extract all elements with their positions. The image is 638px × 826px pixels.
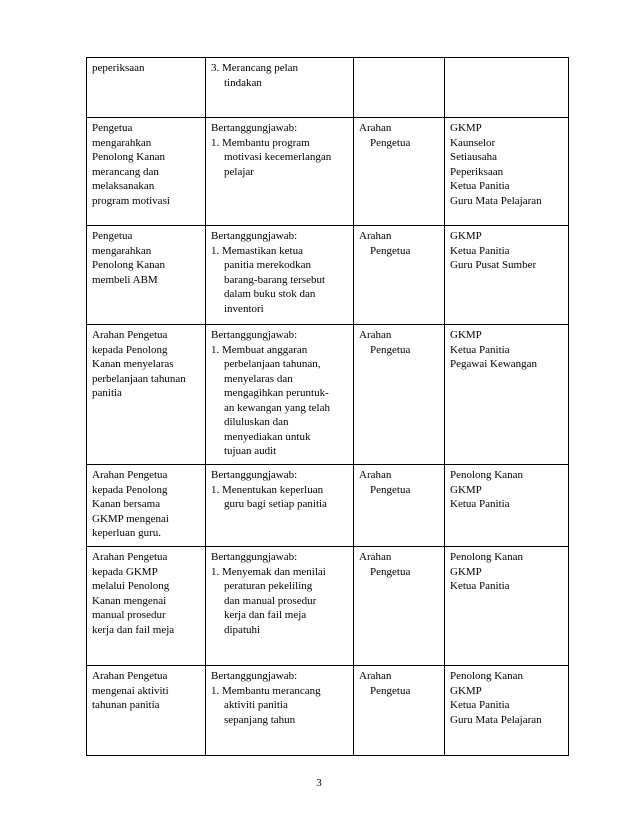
cell-line: panitia merekodkan — [224, 259, 312, 271]
cell-line: GKMP — [450, 230, 482, 242]
cell-line: Pengetua — [92, 122, 133, 134]
page-number: 3 — [316, 777, 322, 789]
action-cell — [87, 325, 206, 465]
personnel-cell — [445, 547, 569, 666]
cell-line: Arahan Pengetua — [92, 551, 168, 563]
cell-line: Pengetua — [370, 136, 411, 149]
responsibility-cell — [206, 547, 354, 666]
cell-line: inventori — [224, 302, 264, 315]
cell-line: mengenai aktiviti — [92, 684, 169, 697]
cell-line: dan manual prosedur — [224, 594, 317, 607]
personnel-cell — [445, 226, 569, 325]
authority-cell — [354, 547, 445, 666]
action-cell — [87, 118, 206, 226]
cell-line: keperluan guru. — [92, 527, 162, 539]
action-cell — [87, 547, 206, 666]
personnel-cell — [445, 465, 569, 547]
cell-line: Ketua Panitia — [450, 180, 510, 192]
authority-cell — [354, 58, 445, 118]
personnel-cell — [445, 666, 569, 756]
responsibility-cell — [206, 118, 354, 226]
authority-cell — [354, 325, 445, 465]
cell-line: GKMP — [450, 329, 482, 341]
cell-line: Ketua Panitia — [450, 244, 510, 257]
cell-line: pelajar — [224, 165, 254, 178]
cell-line: program motivasi — [92, 194, 170, 207]
cell-line: Arahan — [359, 122, 392, 134]
cell-line: Ketua Panitia — [450, 343, 510, 356]
action-cell — [87, 465, 206, 547]
cell-line: Kaunselor — [450, 136, 496, 149]
cell-line: membeli ABM — [92, 273, 158, 286]
cell-line: manual prosedur — [92, 609, 166, 621]
cell-line: Guru Mata Pelajaran — [450, 713, 542, 726]
cell-line: Arahan — [359, 230, 392, 242]
responsibility-table — [86, 57, 569, 756]
table-row — [87, 226, 569, 325]
cell-line: Bertanggungjawab: — [211, 230, 298, 242]
cell-line: Arahan — [359, 551, 392, 563]
cell-line: melalui Penolong — [92, 580, 170, 592]
cell-line: Kanan bersama — [92, 498, 161, 510]
cell-line: kerja dan fail meja — [92, 623, 175, 636]
cell-line: Pengetua — [370, 684, 411, 697]
cell-line: an kewangan yang telah — [224, 401, 330, 414]
cell-line: Guru Mata Pelajaran — [450, 194, 542, 207]
responsibility-cell — [206, 465, 354, 547]
personnel-cell — [445, 325, 569, 465]
table-row — [87, 118, 569, 226]
cell-line: Pengetua — [92, 230, 133, 242]
table-row — [87, 547, 569, 666]
cell-line: Bertanggungjawab: — [211, 329, 298, 341]
table-row — [87, 58, 569, 118]
cell-line: Arahan Pengetua — [92, 329, 168, 341]
authority-cell — [354, 666, 445, 756]
authority-cell — [354, 226, 445, 325]
table-row — [87, 325, 569, 465]
cell-line: tindakan — [224, 76, 262, 89]
cell-line: Setiausaha — [450, 151, 498, 163]
cell-line: Bertanggungjawab: — [211, 551, 298, 563]
action-cell — [87, 58, 206, 118]
cell-line: mengagihkan peruntuk- — [224, 387, 329, 399]
cell-line: merancang dan — [92, 165, 159, 178]
cell-line: Pengetua — [370, 483, 411, 496]
cell-line: kerja dan fail meja — [224, 609, 307, 621]
action-cell — [87, 666, 206, 756]
cell-line: Arahan Pengetua — [92, 469, 168, 481]
cell-line: Bertanggungjawab: — [211, 469, 298, 481]
cell-line: dipatuhi — [224, 623, 261, 636]
cell-line: tahunan panitia — [92, 699, 160, 711]
cell-line: Penolong Kanan — [450, 670, 524, 682]
cell-line: Kanan mengenai — [92, 594, 167, 607]
cell-line: panitia — [92, 387, 122, 399]
authority-cell — [354, 465, 445, 547]
cell-line: Pengetua — [370, 565, 411, 578]
cell-line: GKMP — [450, 483, 482, 496]
authority-cell — [354, 118, 445, 226]
cell-line: perbelanjaan tahunan, — [224, 358, 321, 370]
cell-line: sepanjang tahun — [224, 713, 296, 726]
cell-line: Pegawai Kewangan — [450, 358, 538, 370]
cell-line: motivasi kecemerlangan — [224, 151, 332, 163]
cell-line: mengarahkan — [92, 136, 152, 149]
cell-line: Ketua Panitia — [450, 580, 510, 592]
cell-line: barang-barang tersebut — [224, 273, 326, 286]
cell-line: Kanan menyelaras — [92, 358, 174, 370]
cell-line: melaksanakan — [92, 180, 155, 192]
cell-line: perbelanjaan tahunan — [92, 372, 186, 385]
cell-line: dalam buku stok dan — [224, 288, 316, 300]
cell-line: Guru Pusat Sumber — [450, 259, 537, 271]
cell-line: Penolong Kanan — [450, 469, 524, 481]
action-cell — [87, 226, 206, 325]
personnel-cell — [445, 118, 569, 226]
cell-line: kepada Penolong — [92, 483, 168, 496]
cell-line: kepada Penolong — [92, 343, 168, 356]
cell-line: 3. Merancang pelan — [211, 62, 299, 74]
cell-line: menyediakan untuk — [224, 430, 311, 443]
table-row — [87, 666, 569, 756]
cell-line: Penolong Kanan — [92, 259, 166, 271]
cell-line: Penolong Kanan — [450, 551, 524, 563]
cell-line: 1. Membantu merancang — [211, 684, 321, 697]
cell-line: 1. Menentukan keperluan — [211, 483, 324, 496]
responsibility-cell — [206, 666, 354, 756]
cell-line: kepada GKMP — [92, 565, 158, 578]
cell-line: 1. Memastikan ketua — [211, 244, 303, 257]
cell-line: tujuan audit — [224, 445, 277, 457]
cell-line: Pengetua — [370, 343, 411, 356]
cell-line: 1. Membantu program — [211, 136, 310, 149]
cell-line: GKMP — [450, 122, 482, 134]
cell-line: guru bagi setiap panitia — [224, 498, 327, 510]
cell-line: aktiviti panitia — [224, 699, 288, 711]
cell-line: Arahan Pengetua — [92, 670, 168, 682]
personnel-cell — [445, 58, 569, 118]
cell-line: Ketua Panitia — [450, 498, 510, 510]
cell-line: 1. Membuat anggaran — [211, 343, 308, 356]
cell-line: Arahan — [359, 670, 392, 682]
responsibility-cell — [206, 58, 354, 118]
cell-line: 1. Menyemak dan menilai — [211, 565, 326, 578]
cell-line: Peperiksaan — [450, 165, 504, 178]
cell-line: Arahan — [359, 469, 392, 481]
cell-line: peperiksaan — [92, 62, 145, 74]
cell-line: Bertanggungjawab: — [211, 670, 298, 682]
cell-line: Penolong Kanan — [92, 151, 166, 163]
cell-line: peraturan pekeliling — [224, 580, 313, 592]
responsibility-cell — [206, 325, 354, 465]
cell-line: menyelaras dan — [224, 372, 293, 385]
cell-line: Pengetua — [370, 244, 411, 257]
responsibility-cell — [206, 226, 354, 325]
cell-line: diluluskan dan — [224, 416, 289, 428]
cell-line: Bertanggungjawab: — [211, 122, 298, 134]
cell-line: GKMP — [450, 684, 482, 697]
cell-line: GKMP mengenai — [92, 512, 169, 525]
cell-line: mengarahkan — [92, 244, 152, 257]
cell-line: Ketua Panitia — [450, 699, 510, 711]
cell-line: GKMP — [450, 565, 482, 578]
table-row — [87, 465, 569, 547]
cell-line: Arahan — [359, 329, 392, 341]
